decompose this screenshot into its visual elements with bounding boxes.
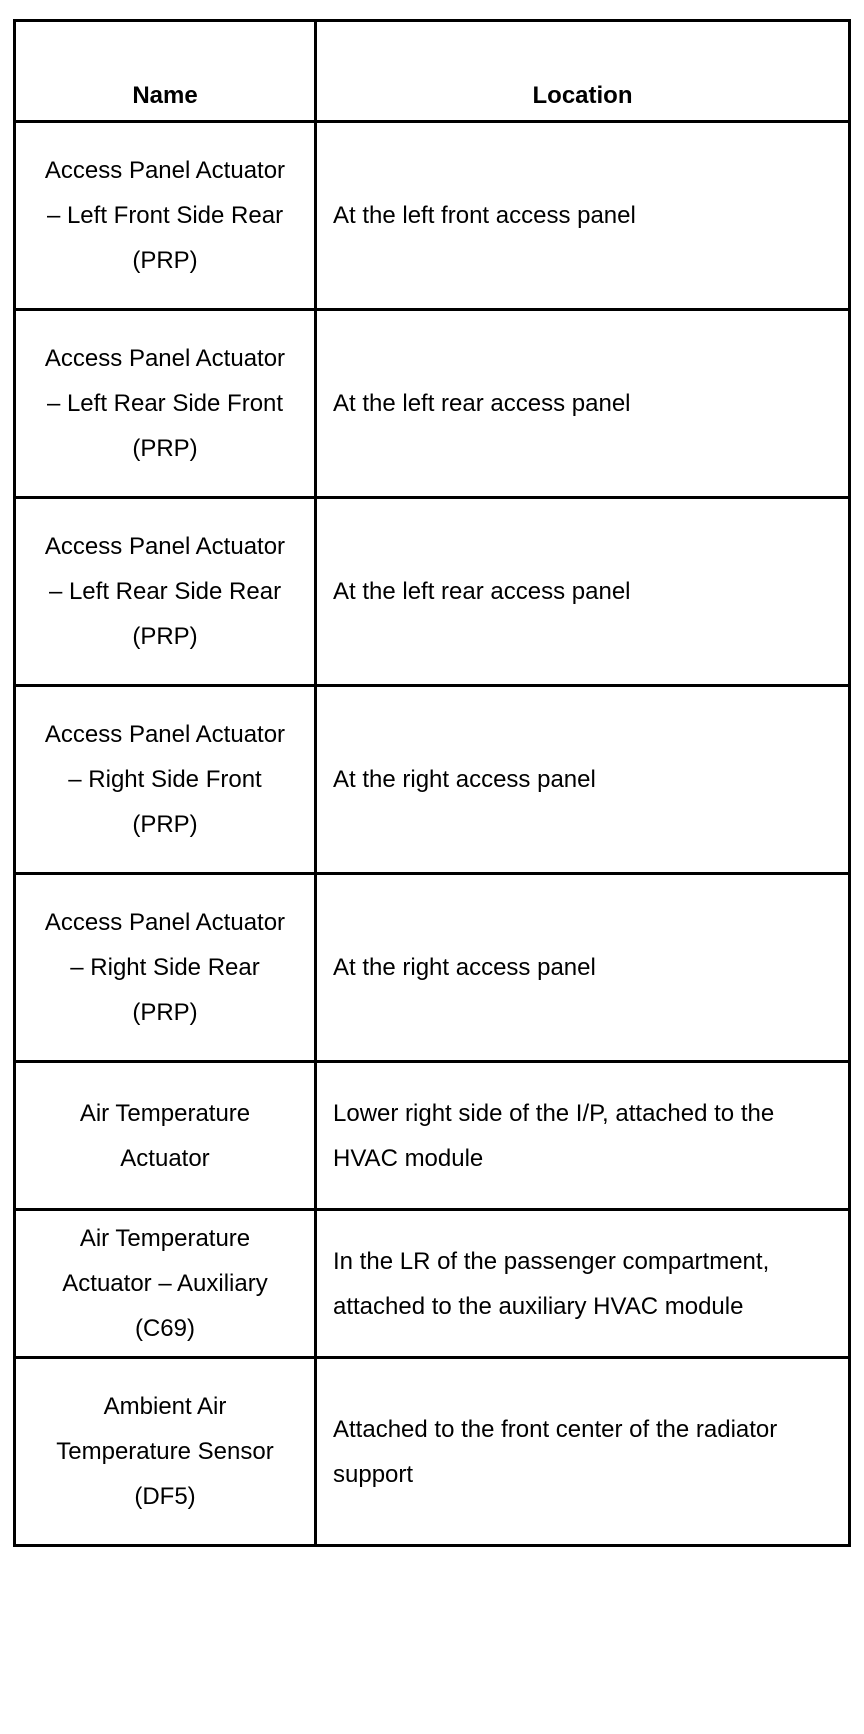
table-row [15, 874, 850, 1062]
component-location: At the left front access panel [333, 202, 636, 229]
name-cell [15, 874, 316, 1062]
location-cell [316, 122, 850, 310]
component-name: Air Temperature Actuator [79, 1099, 251, 1172]
component-name: Ambient Air Temperature Sensor (DF5) [56, 1393, 274, 1510]
table-row [15, 310, 850, 498]
component-name: Access Panel Actuator – Right Side Rear (PRP) [44, 909, 286, 1026]
name-cell [15, 310, 316, 498]
component-location: Attached to the front center of the radiator support [333, 1415, 778, 1488]
location-cell [316, 310, 850, 498]
name-cell [15, 1062, 316, 1210]
component-name: Access Panel Actuator – Left Rear Side Rear (PRP) [44, 533, 286, 650]
component-location: At the left rear access panel [333, 578, 631, 605]
table-row [15, 122, 850, 310]
component-name: Access Panel Actuator – Left Front Side Rear (PRP) [44, 157, 286, 274]
name-cell [15, 498, 316, 686]
table-row [15, 1358, 850, 1546]
name-cell [15, 1358, 316, 1546]
location-cell [316, 874, 850, 1062]
component-location: At the right access panel [333, 766, 596, 793]
component-location-table [13, 19, 851, 1547]
location-cell [316, 1062, 850, 1210]
column-header-name: Name [15, 21, 316, 122]
table-row [15, 686, 850, 874]
location-cell [316, 686, 850, 874]
component-name: Access Panel Actuator – Left Rear Side Front (PRP) [44, 345, 286, 462]
name-cell [15, 122, 316, 310]
component-location: At the right access panel [333, 954, 596, 981]
component-name: Air Temperature Actuator – Auxiliary (C69) [62, 1225, 268, 1342]
location-cell [316, 1210, 850, 1358]
location-cell [316, 498, 850, 686]
table-row [15, 1062, 850, 1210]
header-row [15, 21, 850, 122]
name-cell [15, 686, 316, 874]
location-cell [316, 1358, 850, 1546]
column-header-location: Location [316, 21, 850, 122]
component-location: At the left rear access panel [333, 390, 631, 417]
name-cell [15, 1210, 316, 1358]
table-row [15, 498, 850, 686]
table-row [15, 1210, 850, 1358]
component-name: Access Panel Actuator – Right Side Front (PRP) [44, 721, 286, 838]
component-location: In the LR of the passenger compartment, attached to the auxiliary HVAC module [333, 1247, 770, 1320]
component-location: Lower right side of the I/P, attached to the HVAC module [333, 1099, 775, 1172]
